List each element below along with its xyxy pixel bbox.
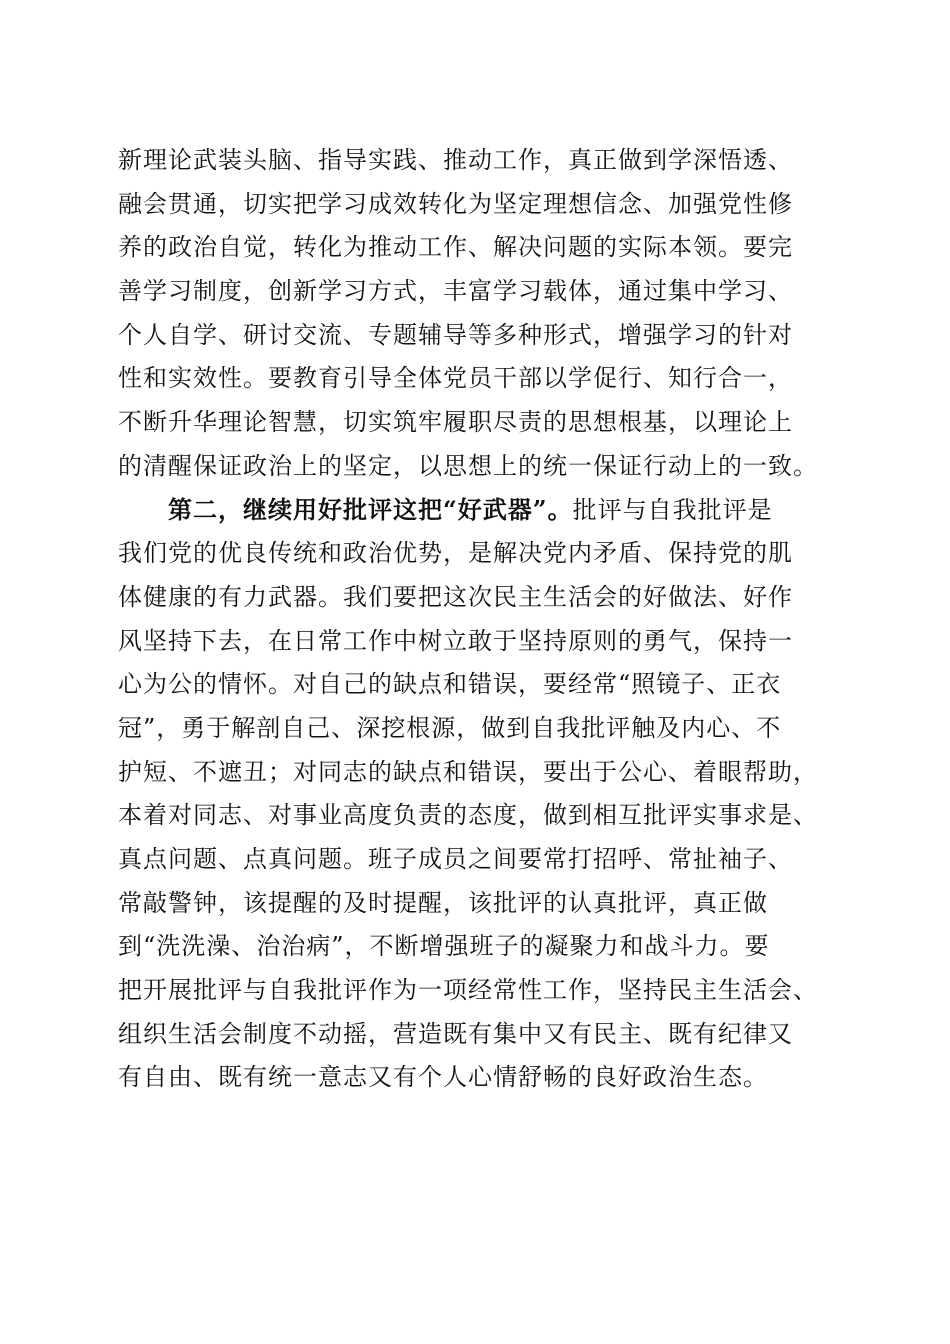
text-line: 体健康的有力武器。我们要把这次民主生活会的好做法、好作: [118, 582, 793, 611]
text-line: 心为公的情怀。对自己的缺点和错误，要经常“照镜子、正衣: [118, 670, 782, 699]
text-line: 有自由、既有统一意志又有个人心情舒畅的良好政治生态。: [118, 1063, 768, 1092]
text-line: 我们党的优良传统和政治优势，是解决党内矛盾、保持党的肌: [118, 539, 793, 568]
text-line: 融会贯通，切实把学习成效转化为坚定理想信念、加强党性修: [118, 189, 793, 218]
text-line: 常敲警钟，该提醒的及时提醒，该批评的认真批评，真正做: [118, 888, 768, 917]
text-line: 新理论武装头脑、指导实践、推动工作，真正做到学深悟透、: [118, 146, 793, 174]
text-line: 性和实效性。要教育引导全体党员干部以学促行、知行合一，: [118, 364, 793, 393]
document-body: [118, 145, 838, 1106]
text-line: 护短、不遮丑；对同志的缺点和错误，要出于公心、着眼帮助，: [118, 757, 818, 786]
text-line: 善学习制度，创新学习方式，丰富学习载体，通过集中学习、: [118, 277, 793, 306]
text-line: 到“洗洗澡、治治病”，不断增强班子的凝聚力和战斗力。要: [118, 932, 770, 961]
text-line: 不断升华理论智慧，切实筑牢履职尽责的思想根基，以理论上: [118, 408, 793, 437]
text-line: 真点问题、点真问题。班子成员之间要常打招呼、常扯袖子、: [118, 845, 793, 873]
text-line: 养的政治自觉，转化为推动工作、解决问题的实际本领。要完: [118, 233, 793, 262]
text-line: 的清醒保证政治上的坚定，以思想上的统一保证行动上的一致。: [118, 451, 818, 480]
section-heading: 第二，继续用好批评这把“好武器”。: [168, 494, 573, 524]
text-line: 个人自学、研讨交流、专题辅导等多种形式，增强学习的针对: [118, 320, 793, 349]
text-fragment: 批评与自我批评是: [572, 495, 773, 524]
paragraph-2: [118, 495, 838, 1107]
text-line: 冠”，勇于解剖自己、深挖根源，做到自我批评触及内心、不: [118, 713, 782, 742]
text-line: 把开展批评与自我批评作为一项经常性工作，坚持民主生活会、: [118, 976, 818, 1005]
paragraph-first-line: [118, 495, 838, 539]
text-line: 组织生活会制度不动摇，营造既有集中又有民主、既有纪律又: [118, 1019, 793, 1048]
paragraph-1: [118, 145, 838, 495]
text-line: 本着对同志、对事业高度负责的态度，做到相互批评实事求是、: [118, 801, 818, 830]
text-line: 风坚持下去，在日常工作中树立敢于坚持原则的勇气，保持一: [118, 626, 793, 655]
